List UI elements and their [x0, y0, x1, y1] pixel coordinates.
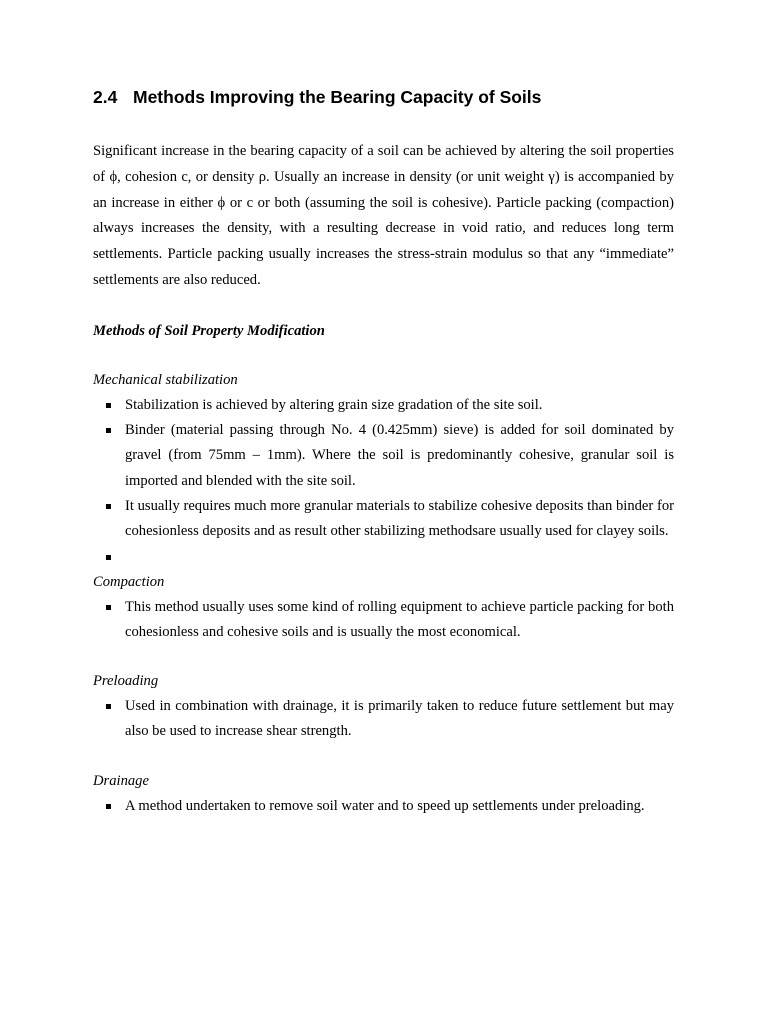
list-item-text: Binder (material passing through No. 4 (0.425mm) sieve) is added for soil dominated by gravel (from 75mm – 1mm). Where the soil is predominantly cohesive, granular soil is imported and blended with the site soil. [125, 422, 674, 489]
list-item [93, 418, 674, 494]
intro-paragraph: Significant increase in the bearing capacity of a soil can be achieved by altering the soil properties of ϕ, cohesion c, or density ρ. Usually an increase in density (or unit weight γ) is accompanied by an increase in either ϕ or c or both (assuming the soil is cohesive). Particle packing (compaction) always increases the density, with a resulting decrease in void ratio, and reduces long term settlements. Particle packing usually increases the stress-strain modulus so that any “immediate” settlements are also reduced. [93, 143, 674, 288]
mechanical-stabilization-section [93, 368, 674, 570]
list-item [93, 393, 674, 418]
list-item-text: This method usually uses some kind of rolling equipment to achieve particle packing for both cohesionless and cohesive soils and is usually the most economical. [125, 598, 674, 640]
section-heading [93, 84, 674, 110]
list-item-text [125, 545, 674, 570]
list-item [93, 794, 674, 819]
mechanical-stabilization-list [93, 393, 674, 570]
list-item-text: Used in combination with drainage, it is primarily taken to reduce future settlement but may also be used to increase shear strength. [125, 698, 674, 740]
square-bullet-icon [106, 704, 111, 709]
list-item [93, 494, 674, 545]
list-item [93, 595, 674, 646]
drainage-title: Drainage [93, 772, 149, 789]
square-bullet-icon [106, 804, 111, 809]
document-page [93, 84, 674, 819]
drainage-list [93, 794, 674, 819]
square-bullet-icon [106, 605, 111, 610]
preloading-list [93, 694, 674, 745]
mechanical-stabilization-title: Mechanical stabilization [93, 371, 238, 388]
square-bullet-icon [106, 403, 111, 408]
list-item-text: A method undertaken to remove soil water and to speed up settlements under preloading. [125, 797, 645, 814]
methods-subheading: Methods of Soil Property Modification [93, 322, 325, 339]
list-item [93, 694, 674, 745]
compaction-title: Compaction [93, 573, 165, 590]
list-item [93, 545, 674, 570]
compaction-list [93, 595, 674, 646]
section-title: Methods Improving the Bearing Capacity of Soils [133, 87, 542, 107]
drainage-section [93, 769, 674, 819]
list-item-text: It usually requires much more granular materials to stabilize cohesive deposits than binder for cohesionless deposits and as result other stabilizing methodsare usually used for clayey soils. [125, 497, 674, 540]
square-bullet-icon [106, 428, 111, 433]
preloading-section [93, 669, 674, 745]
list-item-text: Stabilization is achieved by altering grain size gradation of the site soil. [125, 396, 543, 413]
preloading-title: Preloading [93, 673, 159, 690]
square-bullet-icon [106, 504, 111, 509]
section-number: 2.4 [93, 87, 118, 107]
square-bullet-icon [106, 555, 111, 560]
compaction-section [93, 570, 674, 646]
